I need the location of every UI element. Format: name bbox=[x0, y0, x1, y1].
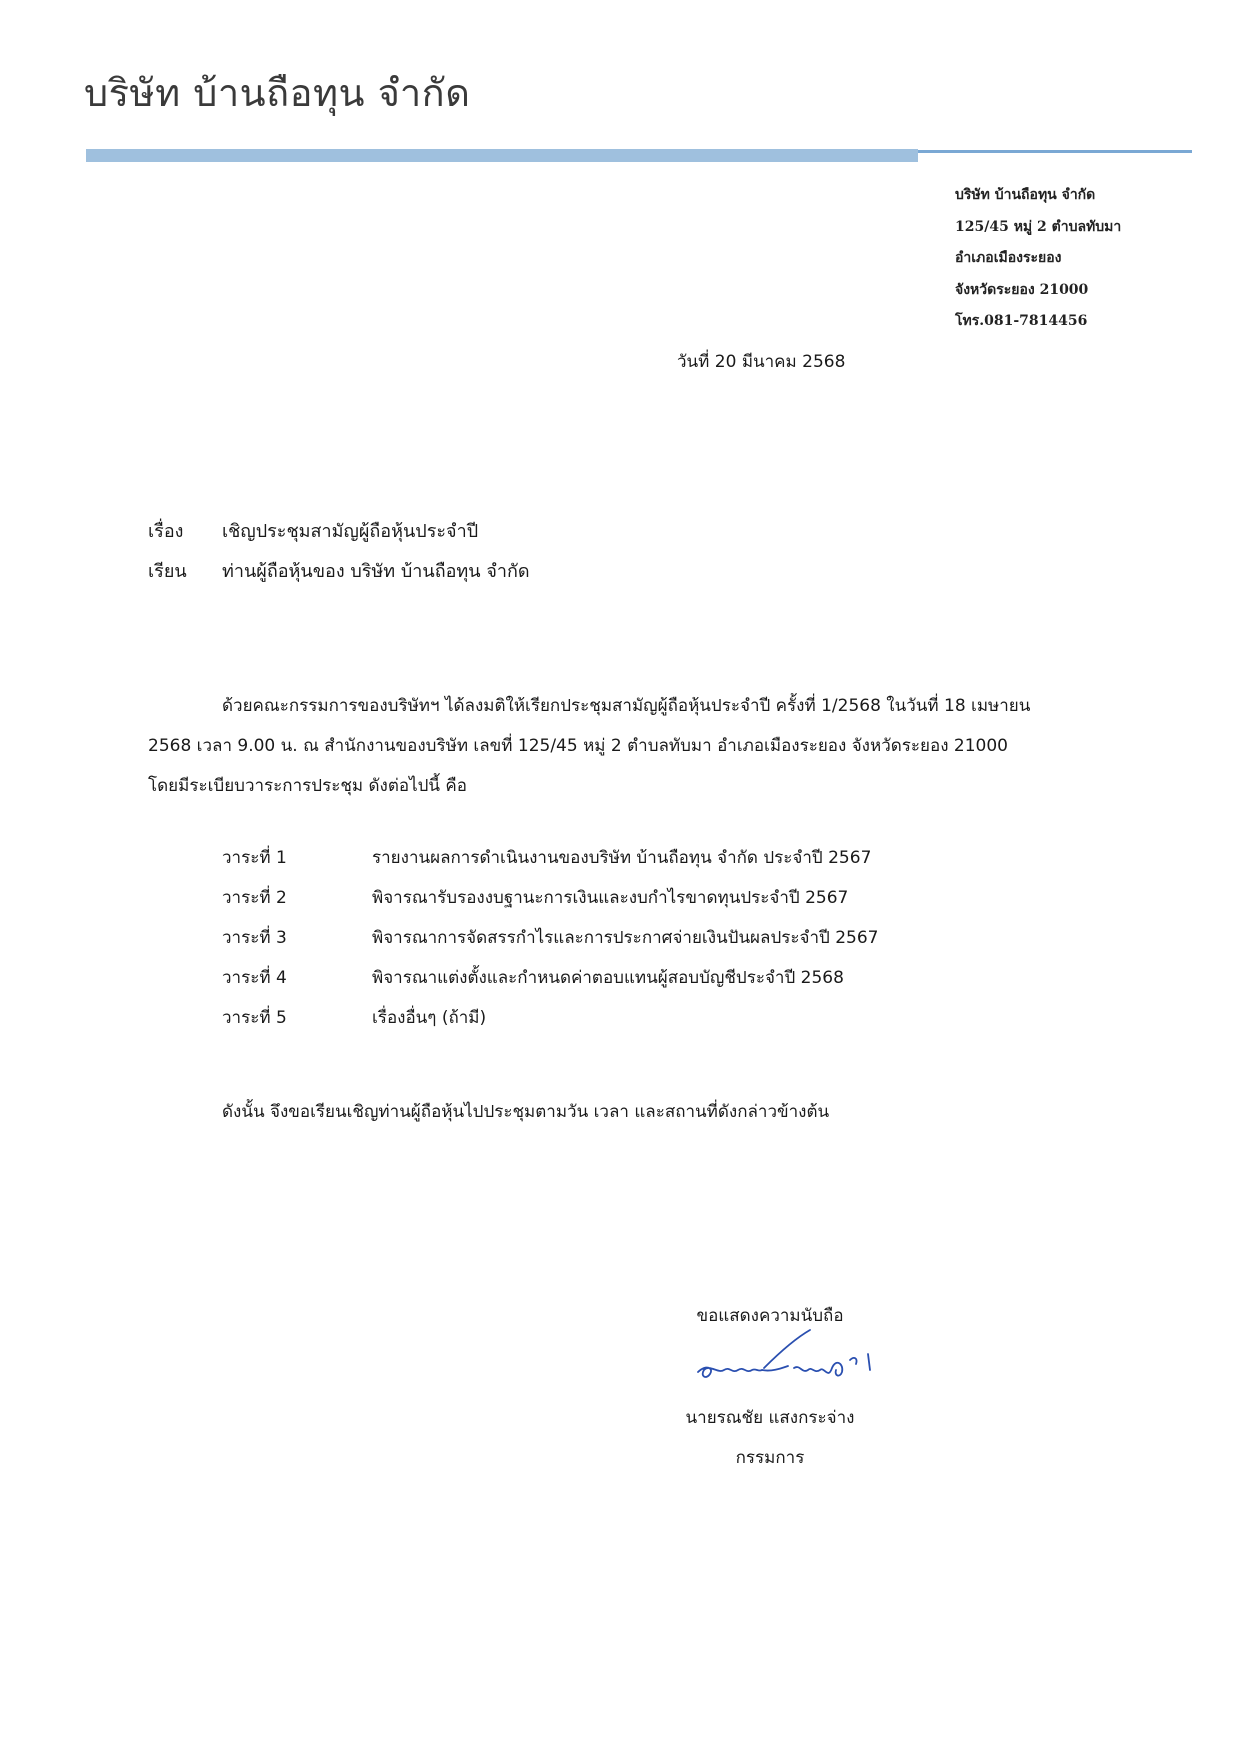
letter-meta bbox=[148, 512, 530, 592]
signoff-greeting: ขอแสดงความนับถือ bbox=[696, 1306, 844, 1326]
company-address bbox=[955, 180, 1121, 338]
signer-position: กรรมการ bbox=[735, 1448, 805, 1468]
body-line-2: 2568 เวลา 9.00 น. ณ สำนักงานของบริษัท เลขที่ 125/45 หมู่ 2 ตำบลทับมา อำเภอเมืองระยอง จังหวัดระยอง 21000 bbox=[148, 736, 1008, 756]
address-district: อำเภอเมืองระยอง bbox=[955, 250, 1062, 266]
letterhead-rule bbox=[918, 150, 1192, 153]
letter-date: วันที่ 20 มีนาคม 2568 bbox=[677, 352, 846, 372]
recipient-row bbox=[148, 552, 530, 592]
company-title: บริษัท บ้านถือทุน จำกัด bbox=[84, 71, 471, 115]
body-line-3: โดยมีระเบียบวาระการประชุม ดังต่อไปนี้ คือ bbox=[148, 776, 468, 796]
agenda-text: เรื่องอื่นๆ (ถ้ามี) bbox=[372, 1008, 487, 1028]
address-province: จังหวัดระยอง 21000 bbox=[955, 281, 1089, 298]
agenda-item bbox=[222, 878, 878, 918]
agenda-item bbox=[222, 918, 878, 958]
address-company-name: บริษัท บ้านถือทุน จำกัด bbox=[955, 187, 1096, 203]
subject-label: เรื่อง bbox=[148, 521, 184, 542]
agenda-text: รายงานผลการดำเนินงานของบริษัท บ้านถือทุน จำกัด ประจำปี 2567 bbox=[372, 848, 872, 868]
recipient-text: ท่านผู้ถือหุ้นของ บริษัท บ้านถือทุน จำกัด bbox=[222, 561, 530, 582]
agenda-label: วาระที่ 4 bbox=[222, 968, 287, 988]
address-phone: โทร.081-7814456 bbox=[955, 313, 1088, 329]
agenda-item bbox=[222, 998, 878, 1038]
subject-text: เชิญประชุมสามัญผู้ถือหุ้นประจำปี bbox=[222, 521, 479, 542]
agenda-text: พิจารณาแต่งตั้งและกำหนดค่าตอบแทนผู้สอบบัญชีประจำปี 2568 bbox=[372, 968, 844, 988]
closing-statement: ดังนั้น จึงขอเรียนเชิญท่านผู้ถือหุ้นไปประชุมตามวัน เวลา และสถานที่ดังกล่าวข้างต้น bbox=[222, 1102, 830, 1122]
signature-strokes bbox=[698, 1330, 870, 1377]
agenda-item bbox=[222, 958, 878, 998]
handwritten-signature bbox=[692, 1324, 912, 1394]
agenda-list bbox=[222, 838, 878, 1038]
agenda-label: วาระที่ 2 bbox=[222, 888, 287, 908]
subject-row bbox=[148, 512, 530, 552]
signer-name: นายรณชัย แสงกระจ่าง bbox=[685, 1408, 855, 1428]
agenda-text: พิจารณาการจัดสรรกำไรและการประกาศจ่ายเงินปันผลประจำปี 2567 bbox=[372, 928, 879, 948]
agenda-text: พิจารณารับรองงบฐานะการเงินและงบกำไรขาดทุนประจำปี 2567 bbox=[372, 888, 849, 908]
agenda-item bbox=[222, 838, 878, 878]
body-paragraph bbox=[148, 686, 1030, 806]
agenda-label: วาระที่ 1 bbox=[222, 848, 287, 868]
agenda-label: วาระที่ 3 bbox=[222, 928, 287, 948]
letterhead-bar bbox=[86, 149, 918, 162]
recipient-label: เรียน bbox=[148, 561, 187, 582]
body-line-1: ด้วยคณะกรรมการของบริษัทฯ ได้ลงมติให้เรียกประชุมสามัญผู้ถือหุ้นประจำปี ครั้งที่ 1/2568 ในวันที่ 18 เมษายน bbox=[222, 696, 1031, 716]
address-street: 125/45 หมู่ 2 ตำบลทับมา bbox=[955, 218, 1122, 235]
agenda-label: วาระที่ 5 bbox=[222, 1008, 287, 1028]
